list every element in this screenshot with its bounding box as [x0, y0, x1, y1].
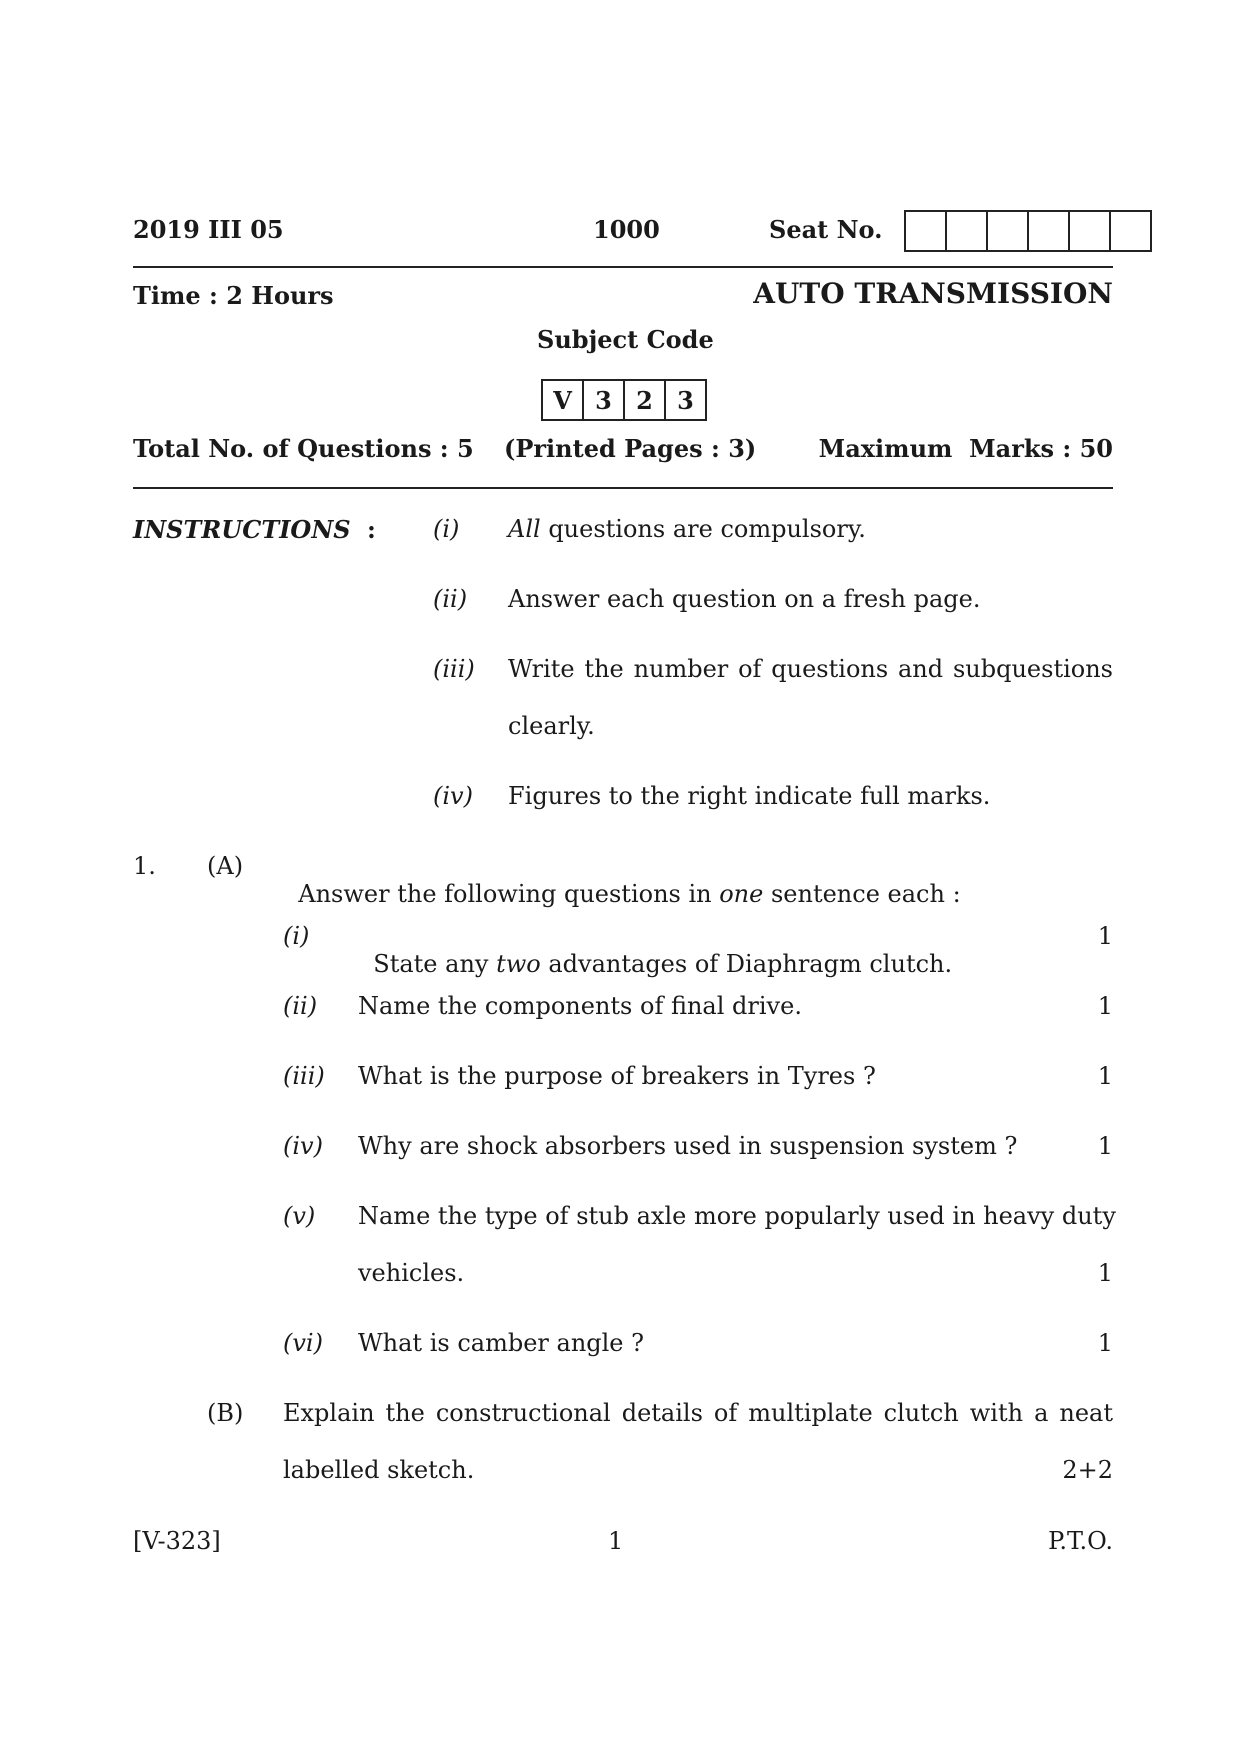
instructions-colon: :: [366, 515, 376, 544]
seat-box: [988, 212, 1029, 250]
subquestion-num: (ii): [283, 992, 318, 1020]
subquestion-marks: 1: [1097, 1259, 1113, 1287]
part-label: (B): [207, 1399, 244, 1427]
paper-code: [V-323]: [133, 1527, 221, 1555]
subquestion-text: Name the components of final drive.: [358, 992, 802, 1020]
part-b-marks: 2+2: [1062, 1456, 1113, 1484]
subquestion-text: Name the type of stub axle more popularly used in heavy duty: [358, 1202, 1116, 1230]
subquestion-marks: 1: [1097, 1062, 1113, 1090]
instruction-rest: questions are compulsory.: [540, 515, 866, 543]
subquestion-num: (v): [283, 1202, 316, 1230]
please-turn-over: P.T.O.: [1048, 1527, 1113, 1555]
part-label: (A): [207, 852, 244, 880]
page-number: 1: [608, 1527, 624, 1555]
part-b-text: Explain the constructional details of multiplate clutch with a neat: [283, 1399, 1113, 1427]
subquestion-emphasis: two: [496, 950, 541, 978]
stem-text: sentence each :: [763, 880, 961, 908]
stem-emphasis: one: [719, 880, 764, 908]
instruction-num: (i): [433, 515, 460, 543]
subquestion-text-part: advantages of Diaphragm clutch.: [540, 950, 953, 978]
subject-code-char: 3: [584, 381, 625, 419]
subquestion-marks: 1: [1097, 1329, 1113, 1357]
instruction-text: Write the number of questions and subquestions: [508, 655, 1113, 683]
subquestion-num: (iv): [283, 1132, 323, 1160]
instruction-num: (ii): [433, 585, 468, 613]
header-divider-top: [133, 266, 1113, 268]
seat-box: [1029, 212, 1070, 250]
instructions-label-text: INSTRUCTIONS: [133, 515, 351, 544]
subquestion-text-continued: vehicles.: [358, 1259, 465, 1287]
instruction-num: (iv): [433, 782, 473, 810]
subquestion-num: (iii): [283, 1062, 325, 1090]
header-divider-bottom: [133, 487, 1113, 489]
subquestion-num: (i): [283, 922, 310, 950]
subquestion-num: (vi): [283, 1329, 323, 1357]
stem-text: Answer the following questions in: [298, 880, 720, 908]
subject-code-label: Subject Code: [537, 325, 714, 354]
copies-count: 1000: [593, 215, 660, 244]
seat-box: [1111, 212, 1150, 250]
seat-box: [1070, 212, 1111, 250]
time-allowed: Time : 2 Hours: [133, 281, 334, 310]
maximum-marks: Maximum Marks : 50: [818, 434, 1113, 463]
printed-pages: (Printed Pages : 3): [504, 434, 757, 463]
instruction-text: [508, 515, 866, 543]
total-questions: Total No. of Questions : 5: [133, 434, 474, 463]
instruction-text: Figures to the right indicate full marks.: [508, 782, 991, 810]
subquestion-text: Why are shock absorbers used in suspension system ?: [358, 1132, 1018, 1160]
subquestion-text-part: State any: [373, 950, 497, 978]
part-b-text-continued: labelled sketch.: [283, 1456, 475, 1484]
subquestion-marks: 1: [1097, 922, 1113, 950]
subquestion-text: What is the purpose of breakers in Tyres ?: [358, 1062, 876, 1090]
seat-box: [947, 212, 988, 250]
subject-code-boxes: [541, 379, 707, 421]
part-a-stem: [283, 852, 961, 908]
seat-number-boxes: [904, 210, 1152, 252]
subject-code-char: 2: [625, 381, 666, 419]
subject-code-char: V: [543, 381, 584, 419]
subquestion-marks: 1: [1097, 992, 1113, 1020]
instructions-label: [133, 515, 376, 544]
subquestion-text: What is camber angle ?: [358, 1329, 645, 1357]
instruction-text-continued: clearly.: [508, 712, 595, 740]
subquestion-text: [358, 922, 952, 978]
seat-box: [906, 212, 947, 250]
instruction-emphasis: All: [508, 515, 541, 543]
instruction-text: Answer each question on a fresh page.: [508, 585, 981, 613]
question-number: 1.: [133, 852, 156, 880]
subquestion-marks: 1: [1097, 1132, 1113, 1160]
subject-title: AUTO TRANSMISSION: [753, 277, 1113, 310]
instruction-num: (iii): [433, 655, 475, 683]
subject-code-char: 3: [677, 385, 694, 415]
exam-code: 2019 III 05: [133, 215, 284, 244]
seat-label: Seat No.: [769, 215, 883, 244]
